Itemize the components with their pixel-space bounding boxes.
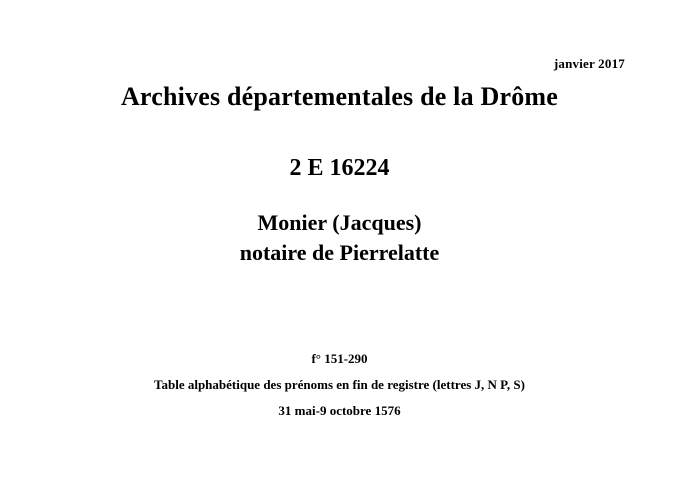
table-note: Table alphabétique des prénoms en fin de registre (lettres J, N P, S) [154, 377, 525, 392]
folio-range: f° 151-290 [311, 351, 368, 366]
footer-block [0, 346, 679, 424]
archive-reference: 2 E 16224 [289, 155, 390, 181]
publication-date: janvier 2017 [553, 56, 625, 71]
notary-name: Monier (Jacques) [257, 210, 422, 235]
date-range: 31 mai-9 octobre 1576 [278, 403, 401, 418]
institution-title: Archives départementales de la Drôme [120, 82, 559, 111]
notary-block [0, 208, 679, 267]
notary-role: notaire de Pierrelatte [239, 239, 440, 265]
